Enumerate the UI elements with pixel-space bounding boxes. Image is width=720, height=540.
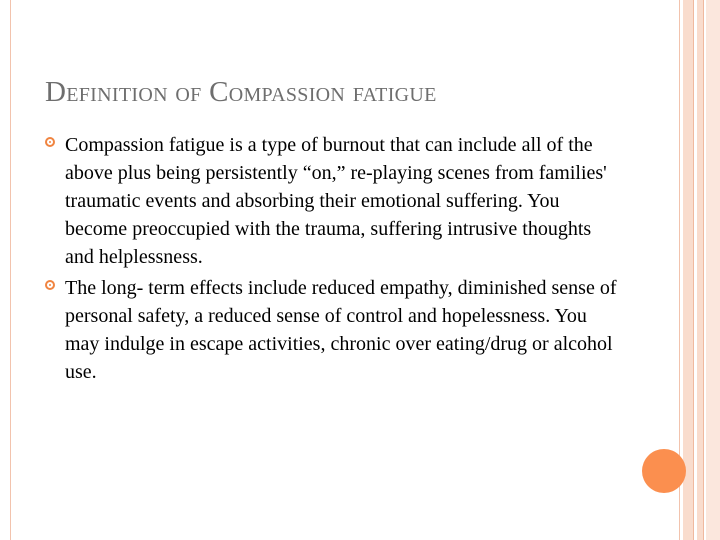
decorative-stripe xyxy=(683,0,693,540)
bullet-text: The long- term effects include reduced empathy, diminished sense of personal safety, a reduced sense of control and hopelessness. You may indulge in escape activities, chronic over eating/drug or alcohol use. xyxy=(65,277,617,383)
decorative-circle xyxy=(642,449,686,493)
bullet-list xyxy=(45,131,620,389)
bullet-ring-icon xyxy=(45,280,55,290)
bullet-item xyxy=(45,274,620,386)
slide-title: Definition of Compassion fatigue xyxy=(45,76,437,108)
decorative-line xyxy=(703,0,704,540)
decorative-stripe xyxy=(706,0,720,540)
bullet-ring-icon xyxy=(45,137,55,147)
decorative-line xyxy=(693,0,694,540)
bullet-item xyxy=(45,131,620,271)
bullet-text: Compassion fatigue is a type of burnout that can include all of the above plus being persistently “on,” re-playing scenes from families' traumatic events and absorbing their emotional suffering. You become preoccupied with the trauma, suffering intrusive thoughts and helplessness. xyxy=(65,134,607,268)
